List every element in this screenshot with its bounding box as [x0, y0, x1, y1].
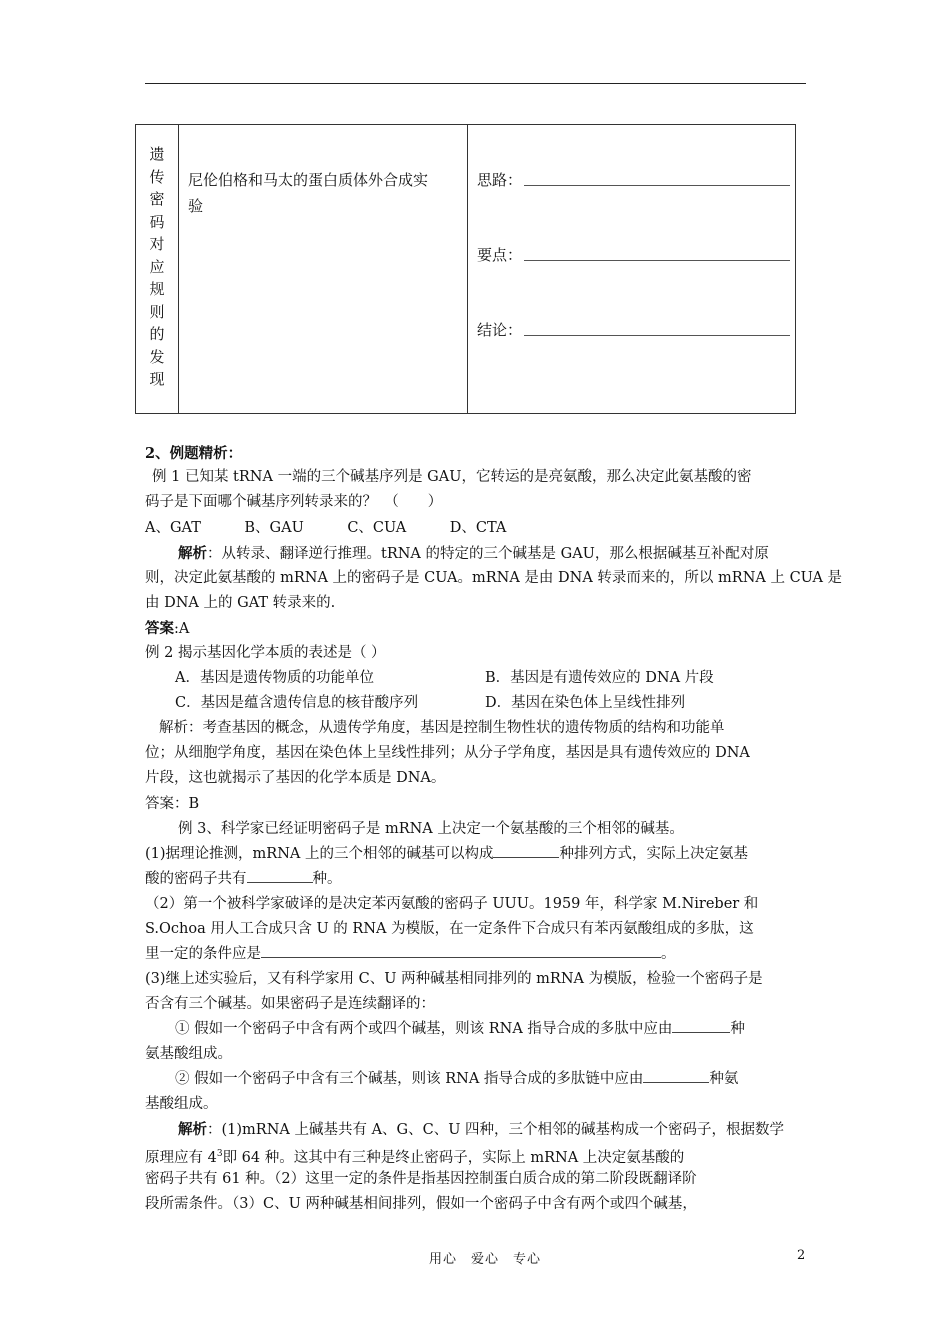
ex2-analysis-line2: 位；从细胞学角度，基因在染色体上呈线性排列；从分子学角度，基因是具有遗传效应的 DNA: [145, 745, 750, 761]
ex1-answer: 答案:A: [145, 620, 190, 637]
option-d: D．基因在染色体上呈线性排列: [485, 695, 686, 711]
field-label: 要点：: [477, 246, 523, 264]
footer-slogan: 用心 爱心 专心: [429, 1252, 542, 1267]
vertical-char: 密: [149, 190, 165, 208]
ex3-intro: 例 3、科学家已经证明密码子是 mRNA 上决定一个氨基酸的三个相邻的碱基。: [178, 821, 684, 837]
vertical-char: 的: [149, 325, 165, 343]
ex3-part1: (1)据理论推测，mRNA 上的三个相邻的碱基可以构成 种排列方式，实际上决定氨基: [145, 842, 806, 867]
ex1-analysis: 解析：从转录、翻译逆行推理。tRNA 的特定的三个碱基是 GAU，那么根据碱基互补配对原: [178, 545, 769, 562]
ex3-case2: ② 假如一个密码子中含有三个碱基，则该 RNA 指导合成的多肽链中应由 种氨: [145, 1067, 836, 1092]
vertical-char: 应: [149, 257, 165, 276]
experiment-name-cell: [179, 125, 468, 414]
analysis-label: 解析: [178, 1121, 207, 1138]
ex3-part3-cont: 否含有三个碱基。如果密码子是连续翻译的：: [145, 996, 435, 1012]
vertical-char: 规: [149, 280, 165, 298]
ex1-analysis-line3: 由 DNA 上的 GAT 转录来的.: [145, 595, 336, 611]
ex3-analysis: 解析：(1)mRNA 上碱基共有 A、G、C、U 四种，三个相邻的碱基构成一个密码子，根据数学: [178, 1121, 785, 1138]
vertical-char: 对: [149, 235, 165, 253]
answer-blank[interactable]: [247, 868, 313, 883]
ex2-analysis: 解析：考查基因的概念，从遗传学角度，基因是控制生物性状的遗传物质的结构和功能单: [159, 720, 725, 736]
answer-blank[interactable]: [643, 1068, 709, 1083]
ex3-part2-cont: S.Ochoa 用人工合成只含 U 的 RNA 为模版，在一定条件下合成只有苯丙氨酸组成的多肽，这: [145, 921, 754, 937]
field-keypoints: [477, 244, 795, 265]
ex3-analysis-line3: 密码子共有 61 种。（2）这里一定的条件是指基因控制蛋白质合成的第二阶段既翻译阶: [145, 1171, 697, 1187]
field-thinking: [477, 169, 795, 190]
ex3-part2-cont2: 里一定的条件应是 。: [145, 942, 806, 967]
ex3-case2-cont: 基酸组成。: [145, 1096, 218, 1112]
option-c: C．基因是蕴含遗传信息的核苷酸序列: [175, 695, 419, 711]
vertical-char: 现: [149, 370, 165, 388]
option-b: B．基因是有遗传效应的 DNA 片段: [485, 670, 714, 686]
experiment-name-cont: 验: [188, 197, 204, 215]
ex3-case1: ① 假如一个密码子中含有两个或四个碱基，则该 RNA 指导合成的多肽中应由 种: [145, 1017, 836, 1042]
fill-line[interactable]: [524, 259, 790, 261]
page-number: 2: [797, 1248, 806, 1263]
ex1-question: 例 1 已知某 tRNA 一端的三个碱基序列是 GAU，它转运的是亮氨酸，那么决定此氨基酸的密: [152, 469, 752, 485]
section-title: 2、例题精析：: [145, 445, 243, 462]
vertical-char: 码: [149, 212, 165, 231]
vertical-char: 发: [149, 347, 165, 366]
option-a: A．基因是遗传物质的功能单位: [175, 670, 374, 686]
vertical-title-cell: [136, 125, 179, 414]
ex1-question-cont: 码子是下面哪个碱基序列转录来的？ （ ）: [145, 494, 443, 510]
vertical-char: 遗: [149, 145, 165, 163]
vertical-char: 则: [149, 302, 165, 321]
ex3-analysis-line2: 原理应有 $4^3$即 64 种。这其中有三种是终止密码子，实际上 mRNA 上决定氨基酸的: [145, 1149, 685, 1166]
answer-blank[interactable]: [493, 843, 559, 858]
field-conclusion: [477, 319, 795, 340]
header-rule: [145, 83, 806, 84]
answer-blank[interactable]: [672, 1018, 730, 1033]
ex2-analysis-line3: 片段，这也就揭示了基因的化学本质是 DNA。: [145, 770, 446, 786]
notes-cell: [468, 125, 796, 414]
experiment-table: [135, 124, 796, 414]
ex3-part3: (3)继上述实验后，又有科学家用 C、U 两种碱基相同排列的 mRNA 为模版，检验一个密码子是: [145, 971, 763, 987]
ex1-analysis-line2: 则，决定此氨基酸的 mRNA 上的密码子是 CUA。mRNA 是由 DNA 转录而来的，所以 mRNA 上 CUA 是: [145, 570, 843, 586]
ex2-question: 例 2 揭示基因化学本质的表述是（ ）: [145, 645, 386, 661]
analysis-label: 解析: [178, 545, 207, 562]
ex1-options: A、GAT B、GAU C、CUA D、CTA: [145, 520, 507, 536]
field-label: 结论：: [477, 321, 523, 339]
vertical-char: 传: [149, 167, 165, 186]
ex3-case1-cont: 氨基酸组成。: [145, 1046, 232, 1062]
ex3-analysis-line4: 段所需条件。（3）C、U 两种碱基相间排列，假如一个密码子中含有两个或四个碱基，: [145, 1196, 697, 1212]
field-label: 思路：: [477, 171, 523, 189]
ex2-answer: 答案：B: [145, 796, 200, 812]
experiment-name: 尼伦伯格和马太的蛋白质体外合成实: [188, 171, 429, 189]
answer-blank[interactable]: [261, 943, 661, 958]
answer-label: 答案: [145, 620, 174, 637]
fill-line[interactable]: [524, 334, 790, 336]
exponent: 3: [216, 1149, 223, 1159]
ex3-part1-cont: 酸的密码子共有 种。: [145, 867, 806, 892]
fill-line[interactable]: [524, 184, 790, 186]
ex3-part2: （2）第一个被科学家破译的是决定苯丙氨酸的密码子 UUU。1959 年，科学家 M.Nireber 和: [145, 896, 759, 912]
